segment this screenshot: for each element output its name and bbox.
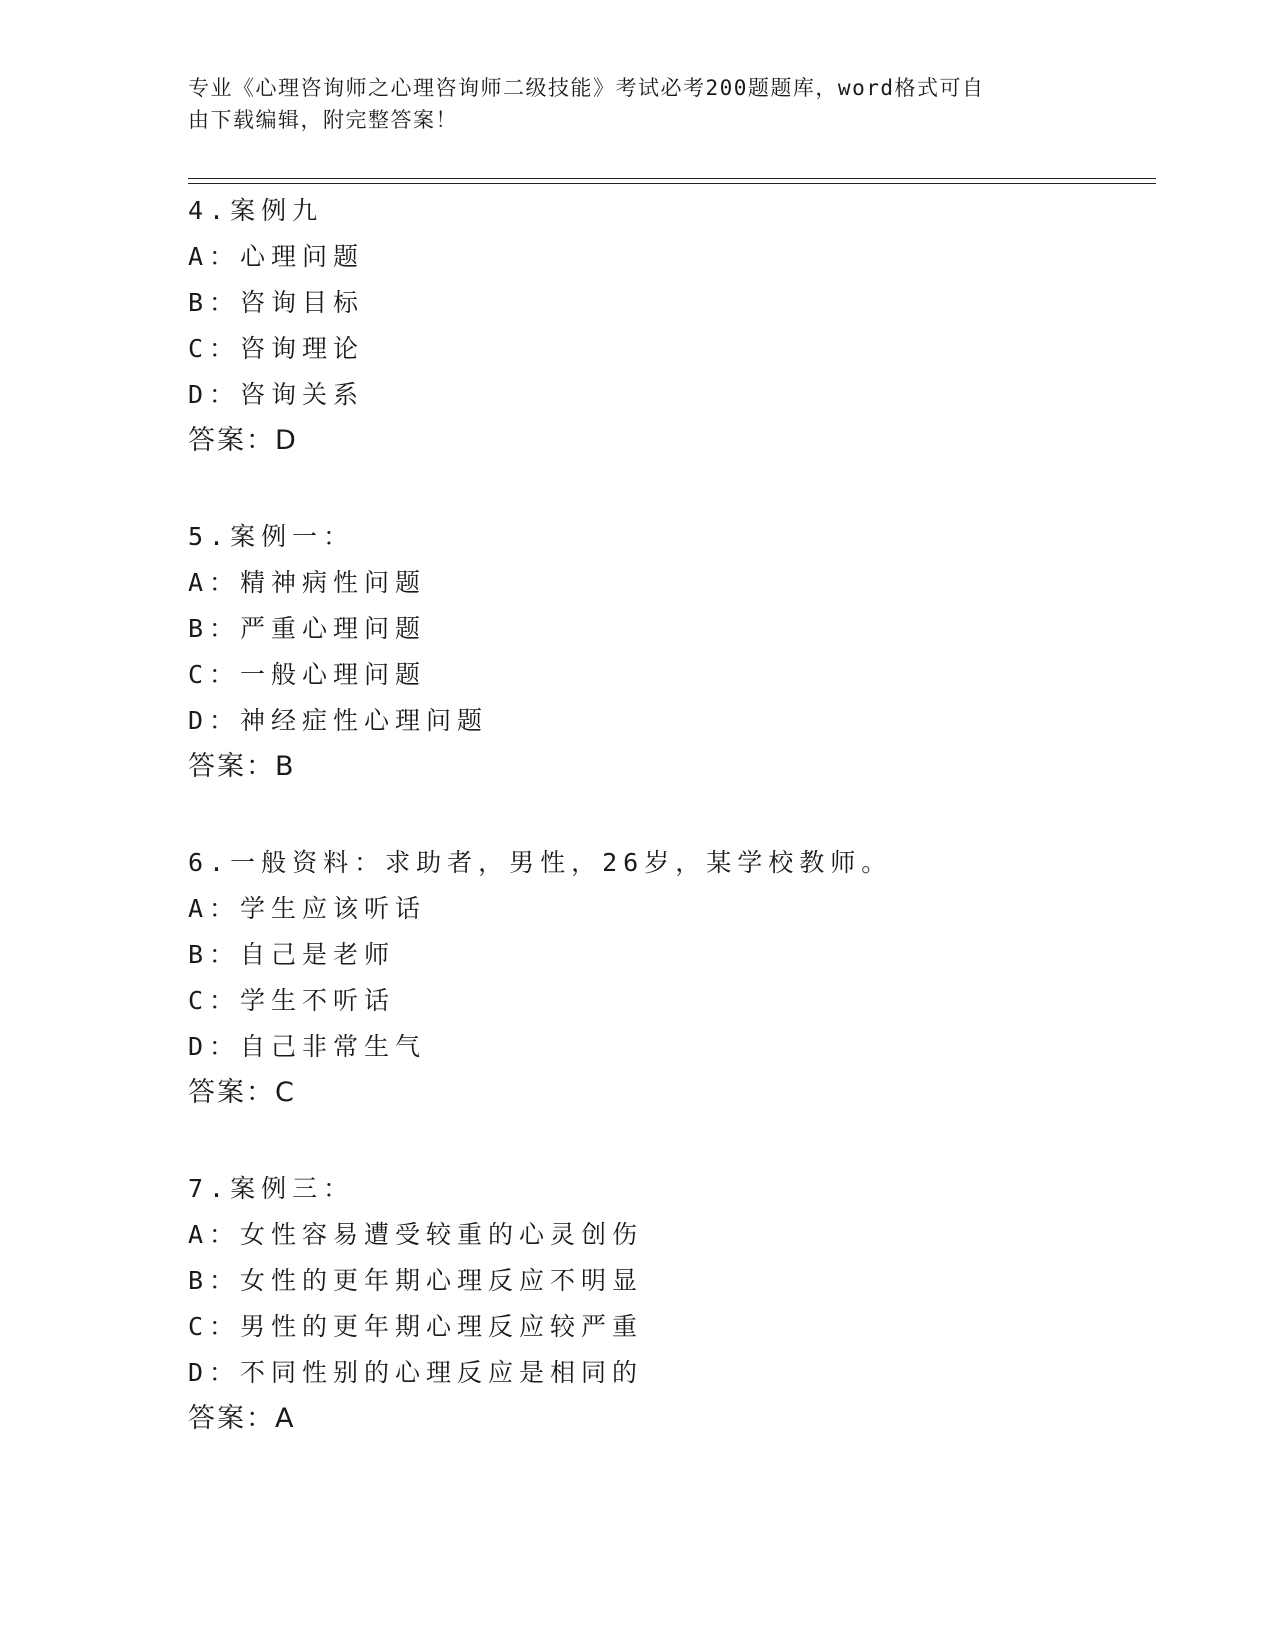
question-item <box>188 514 1128 790</box>
header-line-2: 由下载编辑，附完整答案！ <box>188 108 458 132</box>
option-c: C：一般心理问题 <box>188 660 427 689</box>
question-item <box>188 1166 1128 1442</box>
question-stem: 6.一般资料：求助者，男性，26岁，某学校教师。 <box>188 848 893 877</box>
answer-line: 答案：C <box>188 1077 296 1108</box>
header-divider-top <box>188 178 1156 179</box>
question-stem: 5.案例一： <box>188 522 355 551</box>
option-c: C：男性的更年期心理反应较严重 <box>188 1312 644 1341</box>
question-list <box>188 188 1128 1492</box>
option-d: D：自己非常生气 <box>188 1032 427 1061</box>
answer-line: 答案：B <box>188 751 296 782</box>
header-line-1: 专业《心理咨询师之心理咨询师二级技能》考试必考200题题库，word格式可自 <box>188 76 985 100</box>
option-a: A：学生应该听话 <box>188 894 427 923</box>
option-a: A：精神病性问题 <box>188 568 427 597</box>
option-b: B：咨询目标 <box>188 288 365 317</box>
header-divider-bottom <box>188 183 1156 184</box>
question-stem: 7.案例三： <box>188 1174 355 1203</box>
option-a: A：心理问题 <box>188 242 365 271</box>
question-item <box>188 840 1128 1116</box>
option-b: B：严重心理问题 <box>188 614 427 643</box>
option-d: D：咨询关系 <box>188 380 365 409</box>
question-stem: 4.案例九 <box>188 196 324 225</box>
option-d: D：不同性别的心理反应是相同的 <box>188 1358 644 1387</box>
answer-line: 答案：D <box>188 425 298 456</box>
option-c: C：咨询理论 <box>188 334 365 363</box>
option-d: D：神经症性心理问题 <box>188 706 489 735</box>
option-a: A：女性容易遭受较重的心灵创伤 <box>188 1220 644 1249</box>
answer-line: 答案：A <box>188 1403 296 1434</box>
document-header <box>188 72 1088 136</box>
question-item <box>188 188 1128 464</box>
option-b: B：自己是老师 <box>188 940 396 969</box>
option-b: B：女性的更年期心理反应不明显 <box>188 1266 644 1295</box>
option-c: C：学生不听话 <box>188 986 396 1015</box>
